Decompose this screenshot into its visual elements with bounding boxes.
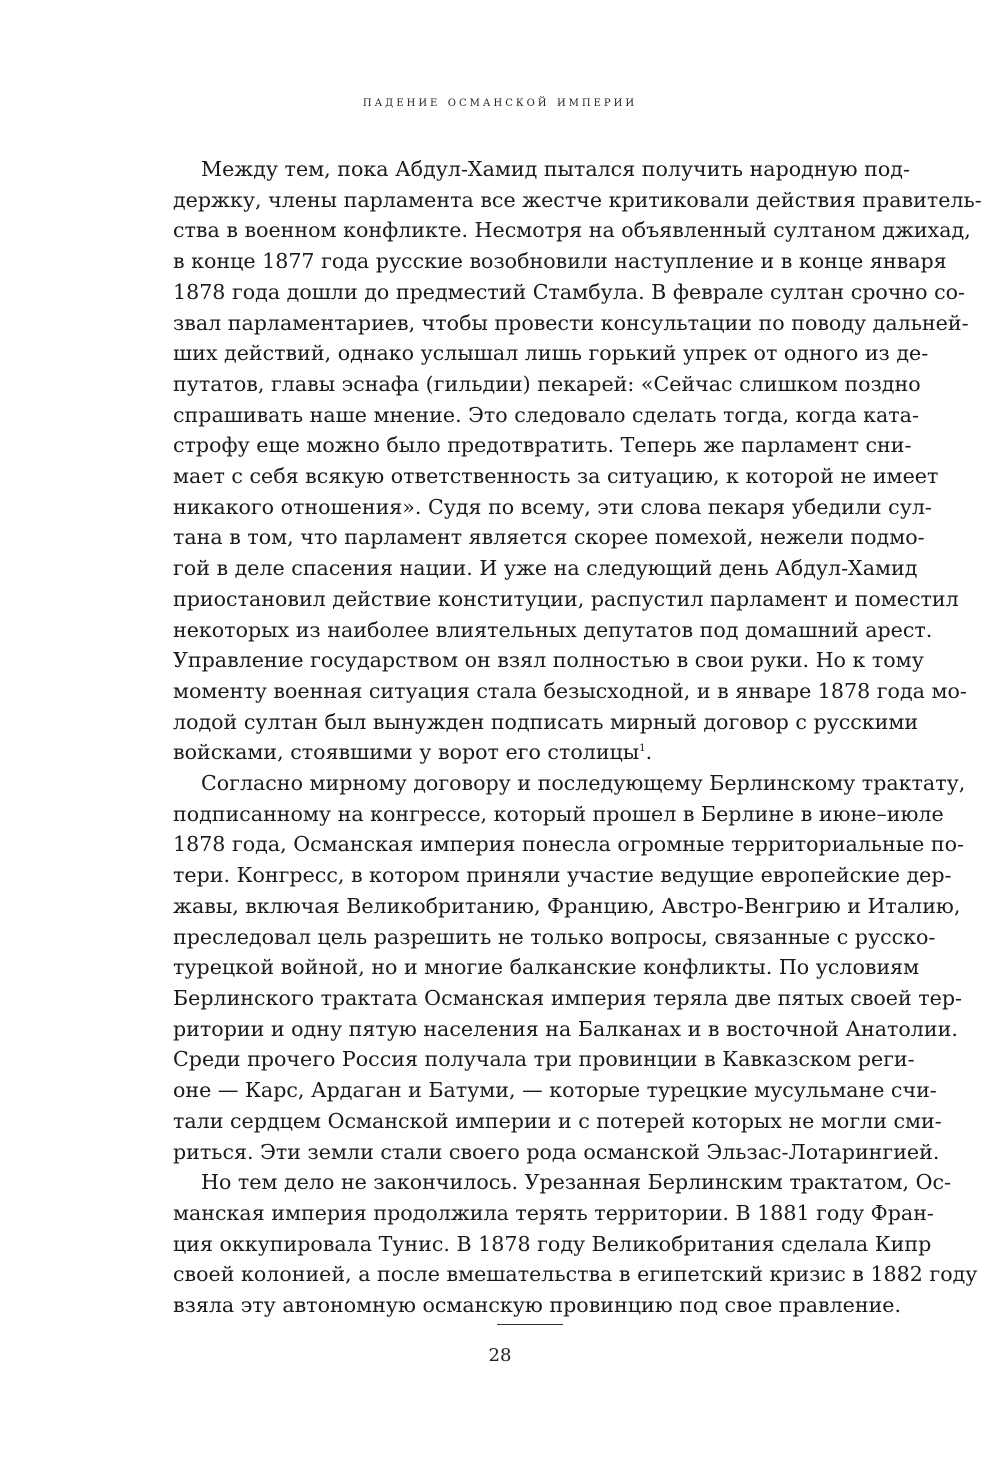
paragraph-3 (173, 1167, 978, 1321)
text-line: преследовал цель разрешить не только вопросы, связанные с русско- (173, 924, 936, 949)
text-line: моменту военная ситуация стала безысходной, и в январе 1878 года мо- (173, 678, 967, 703)
text-line: Согласно мирному договору и последующему Берлинскому трактату, (201, 771, 966, 796)
text-line: взяла эту автономную османскую провинцию под свое правление. (173, 1293, 902, 1318)
text-line: Между тем, пока Абдул-Хамид пытался получить народную под- (201, 157, 910, 181)
text-line: турецкой войной, но и многие балканские конфликты. По условиям (173, 955, 920, 980)
text-line: жавы, включая Великобританию, Францию, Австро-Венгрию и Италию, (173, 893, 961, 918)
text-line: ших действий, однако услышал лишь горький упрек от одного из де- (173, 341, 929, 366)
text-line: лодой султан был вынужден подписать мирный договор с русскими (173, 709, 919, 734)
text-line: ства в военном конфликте. Несмотря на объявленный султаном джихад, (173, 218, 971, 243)
footnote-ref[interactable]: 1 (639, 743, 646, 755)
text-line: манская империя продолжила терять территории. В 1881 году Фран- (173, 1200, 934, 1225)
text-line: Но тем дело не закончилось. Урезанная Берлинским трактатом, Ос- (201, 1170, 952, 1195)
page-number: 28 (488, 1345, 512, 1366)
text-line: звал парламентариев, чтобы провести консультации по поводу дальней- (173, 310, 969, 335)
text-line: в конце 1877 года русские возобновили наступление и в конце января (173, 249, 947, 274)
paragraph-1 (173, 154, 982, 768)
paragraph-2 (173, 768, 966, 1167)
text-line: Берлинского трактата Османская империя теряла две пятых своей тер- (173, 985, 962, 1010)
text-line: спрашивать наше мнение. Это следовало сделать тогда, когда ката- (173, 402, 919, 427)
text-line: никакого отношения». Судя по всему, эти слова пекаря убедили сул- (173, 494, 932, 519)
text-line: своей колонией, а после вмешательства в египетский кризис в 1882 году (173, 1262, 978, 1287)
text-line: Среди прочего Россия получала три провинции в Кавказском реги- (173, 1047, 915, 1072)
text-line: Управление государством он взял полностью в свои руки. Но к тому (173, 648, 924, 673)
text-line: мает с себя всякую ответственность за ситуацию, к которой не имеет (173, 464, 939, 489)
text-line (173, 737, 891, 768)
text-line: ция оккупировала Тунис. В 1878 году Великобритания сделала Кипр (173, 1231, 932, 1256)
text-line: путатов, главы эснафа (гильдии) пекарей: «Сейчас слишком поздно (173, 371, 921, 396)
text-line: риться. Эти земли стали своего рода османской Эльзас-Лотарингией. (173, 1139, 940, 1164)
text-line: 1878 года, Османская империя понесла огромные территориальные по- (173, 832, 964, 857)
text-line: тали сердцем Османской империи и с потерей которых не могли сми- (173, 1108, 942, 1133)
text-line: держку, члены парламента все жестче критиковали действия правитель- (173, 187, 982, 212)
text-line: 1878 года дошли до предместий Стамбула. В феврале султан срочно со- (173, 279, 965, 304)
text-line: приостановил действие конституции, распустил парламент и поместил (173, 586, 959, 611)
text-line: некоторых из наиболее влиятельных депутатов под домашний арест. (173, 617, 933, 642)
sentence-period: . (645, 740, 653, 765)
footer-divider (497, 1324, 563, 1325)
body-text (173, 154, 982, 1321)
text-line: тери. Конгресс, в котором приняли участие ведущие европейские дер- (173, 863, 952, 888)
running-head: падение османской империи (362, 94, 638, 110)
text-line: оне — Карс, Ардаган и Батуми, — которые турецкие мусульмане счи- (173, 1078, 937, 1103)
text-line: тана в том, что парламент является скорее помехой, нежели подмо- (173, 525, 925, 550)
text-line: строфу еще можно было предотвратить. Теперь же парламент сни- (173, 433, 912, 458)
text-line: гой в деле спасения нации. И уже на следующий день Абдул-Хамид (173, 556, 918, 581)
text-line-content: войсками, стоявшими у ворот его столицы (173, 740, 640, 765)
text-line: ритории и одну пятую населения на Балканах и в восточной Анатолии. (173, 1016, 958, 1041)
text-line: подписанному на конгрессе, который прошел в Берлине в июне–июле (173, 801, 944, 826)
